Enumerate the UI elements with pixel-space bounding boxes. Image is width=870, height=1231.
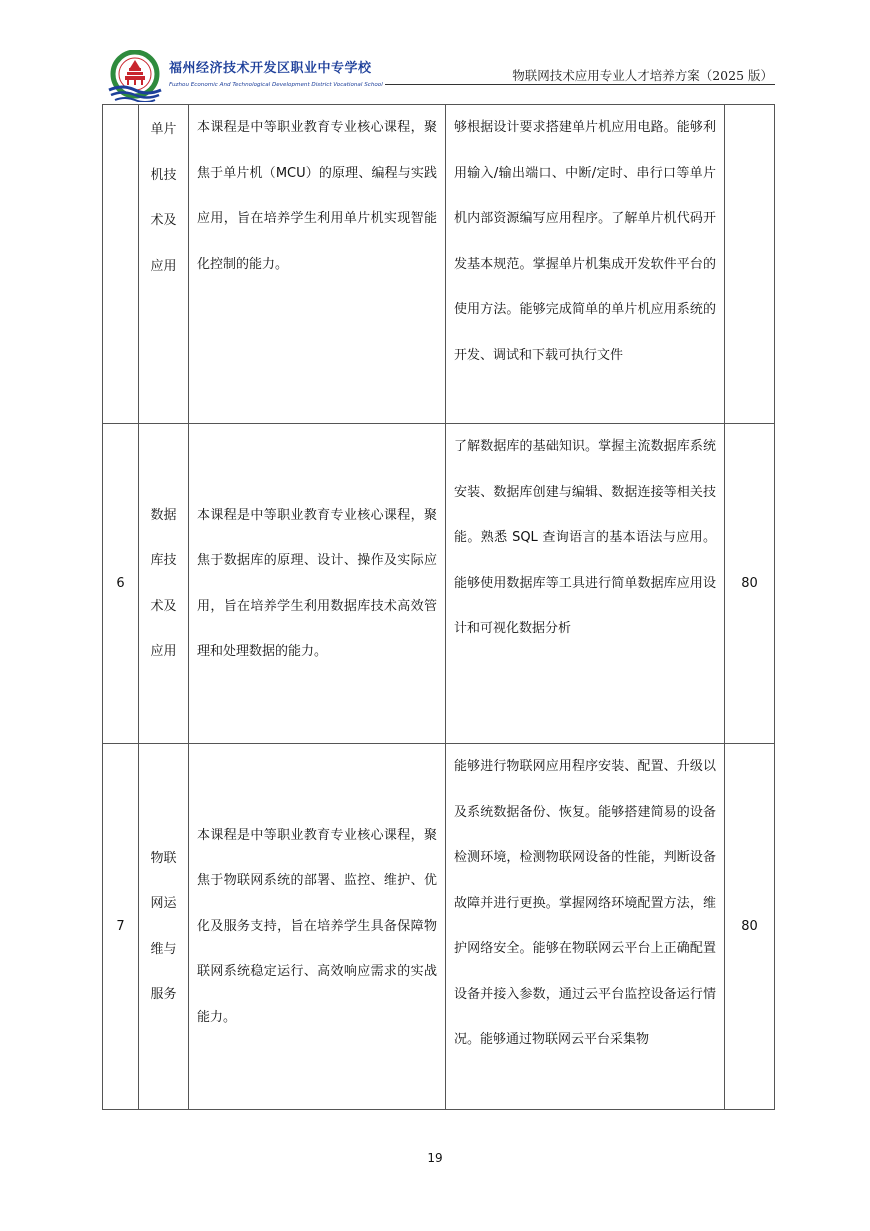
header-divider	[385, 84, 775, 85]
course-name-line: 物联	[150, 850, 177, 866]
course-requirements: 了解数据库的基础知识。掌握主流数据库系统安装、数据库创建与编辑、数据连接等相关技能。熟悉 SQL 查询语言的基本语法与应用。能够使用数据库等工具进行简单数据库应用设计和可视化数据分析	[446, 424, 725, 744]
page-header	[105, 48, 775, 104]
course-table	[102, 104, 775, 1110]
course-name	[139, 105, 189, 424]
course-hours: 80	[725, 424, 775, 744]
document-title: 物联网技术应用专业人才培养方案（2025 版）	[512, 68, 773, 83]
school-name-en: Fuzhou Economic And Technological Development District Vocational School	[169, 82, 383, 88]
course-name-line: 应用	[150, 644, 177, 659]
course-description: 本课程是中等职业教育专业核心课程，聚焦于物联网系统的部署、监控、维护、优化及服务支持，旨在培养学生具备保障物联网系统稳定运行、高效响应需求的实战能力。	[189, 744, 446, 1110]
table-row	[103, 424, 775, 744]
course-name	[139, 424, 189, 744]
course-requirements: 能够进行物联网应用程序安装、配置、升级以及系统数据备份、恢复。能够搭建简易的设备检测环境，检测物联网设备的性能，判断设备故障并进行更换。掌握网络环境配置方法，维护网络安全。能够在物联网云平台上正确配置设备并接入参数，通过云平台监控设备运行情况。能够通过物联网云平台采集物	[446, 744, 725, 1110]
course-hours	[725, 105, 775, 424]
course-name-line: 单片	[150, 122, 177, 137]
course-name-line: 服务	[150, 987, 177, 1002]
table-row	[103, 744, 775, 1110]
course-hours: 80	[725, 744, 775, 1110]
course-name-line: 网运	[150, 896, 177, 911]
course-name-line: 机技	[150, 167, 177, 183]
course-description: 本课程是中等职业教育专业核心课程，聚焦于单片机（MCU）的原理、编程与实践应用，旨在培养学生利用单片机实现智能化控制的能力。	[189, 105, 446, 424]
page-number: 19	[427, 1151, 443, 1165]
course-requirements: 够根据设计要求搭建单片机应用电路。能够利用输入/输出端口、中断/定时、串行口等单片机内部资源编写应用程序。了解单片机代码开发基本规范。掌握单片机集成开发软件平台的使用方法。能够完成简单的单片机应用系统的开发、调试和下载可执行文件	[446, 105, 725, 424]
table-row	[103, 105, 775, 424]
course-name	[139, 744, 189, 1110]
course-name-line: 维与	[150, 941, 177, 957]
course-name-line: 术及	[150, 213, 177, 228]
school-emblem-icon	[105, 50, 165, 102]
course-name-line: 应用	[150, 258, 177, 274]
school-name-cn: 福州经济技术开发区职业中专学校	[169, 61, 372, 76]
course-number: 6	[103, 424, 139, 744]
course-number: 7	[103, 744, 139, 1110]
course-name-line: 库技	[150, 553, 177, 568]
course-description: 本课程是中等职业教育专业核心课程，聚焦于数据库的原理、设计、操作及实际应用，旨在培养学生利用数据库技术高效管理和处理数据的能力。	[189, 424, 446, 744]
course-name-line: 数据	[150, 507, 177, 523]
course-name-line: 术及	[150, 598, 177, 614]
course-number	[103, 105, 139, 424]
